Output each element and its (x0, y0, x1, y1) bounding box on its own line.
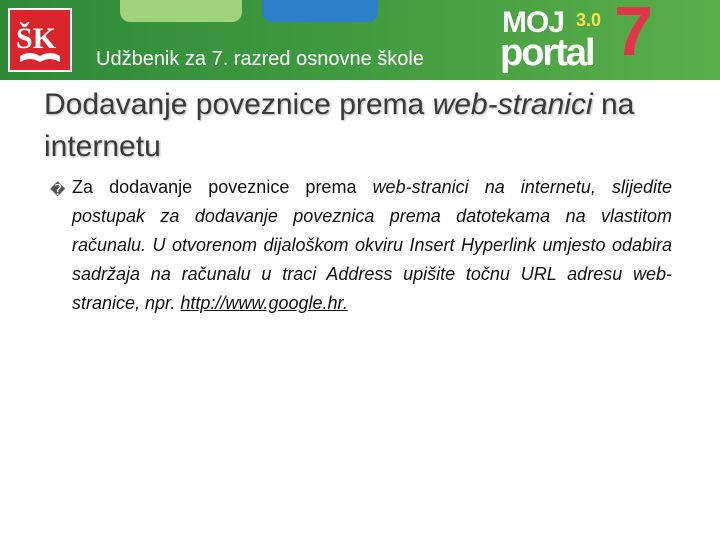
bullet-emphasis: web-stranici na internetu, slijedite postupak za dodavanje poveznica prema datotekama na vlastitom računalu. U otvorenom dijaloškom okviru Insert Hyperlink umjesto odabira sadržaja na računalu u traci Address upišite točnu URL adresu web-stranice, npr. (72, 177, 672, 313)
decorative-tab-green (120, 0, 242, 22)
title-emphasis: web-stranici (432, 88, 593, 121)
title-part1: Dodavanje poveznice prema (44, 88, 433, 121)
header-banner (0, 0, 720, 80)
example-url-link[interactable]: http://www.google.hr. (180, 293, 348, 313)
bullet-paragraph (72, 173, 672, 318)
bullet-part1: Za dodavanje poveznice prema (72, 177, 373, 197)
textbook-subtitle: Udžbenik za 7. razred osnovne škole (96, 48, 424, 70)
sk-logo-icon (12, 12, 68, 68)
sk-logo-text: ŠK (16, 22, 57, 55)
decorative-tab-blue (262, 0, 378, 22)
slide-title (44, 84, 684, 168)
sk-publisher-logo (8, 8, 72, 72)
brand-grade: 7 (614, 0, 653, 70)
title-part2: na internetu (44, 88, 635, 163)
square-bullet-icon: � (50, 182, 66, 199)
brand-line2: portal (500, 32, 594, 74)
brand-version: 3.0 (576, 10, 602, 30)
brand-line1: MOJ (502, 6, 565, 39)
moj-portal-logo (496, 0, 686, 76)
